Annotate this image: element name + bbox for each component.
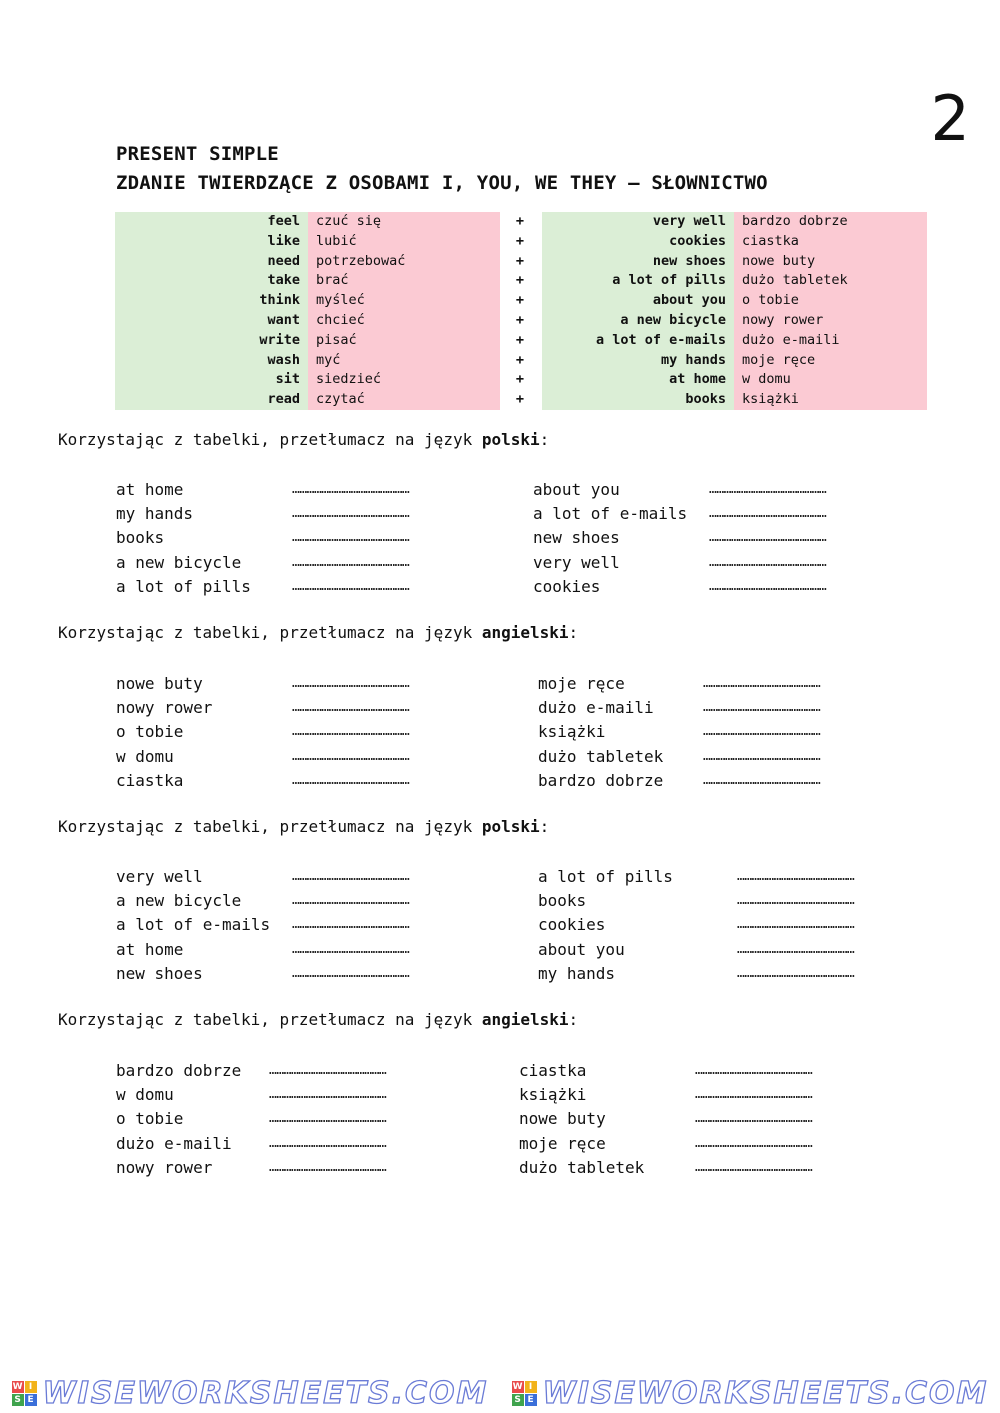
answer-blank[interactable]: ………………………………………… bbox=[292, 578, 410, 594]
exercise-word: moje ręce bbox=[538, 674, 625, 693]
exercise-word: a lot of e-mails bbox=[116, 915, 271, 935]
answer-blank[interactable]: ………………………………………… bbox=[695, 1087, 813, 1103]
exercise-word: o tobie bbox=[116, 1109, 184, 1129]
exercise-item bbox=[116, 696, 410, 720]
phrase-en: new shoes bbox=[542, 252, 734, 272]
brand-logo-tile: E bbox=[25, 1394, 37, 1406]
exercise-word: at home bbox=[116, 480, 184, 499]
exercise-word: moje ręce bbox=[519, 1133, 606, 1153]
answer-blank[interactable]: ………………………………………… bbox=[709, 482, 827, 497]
phrase-en: a lot of pills bbox=[542, 271, 734, 291]
answer-blank[interactable]: ………………………………………… bbox=[292, 506, 410, 522]
phrase-row bbox=[542, 390, 927, 410]
verb-row bbox=[115, 351, 500, 371]
instruction bbox=[58, 430, 549, 449]
exercise-item bbox=[519, 1083, 813, 1107]
verb-pl: czuć się bbox=[308, 212, 500, 232]
answer-blank[interactable]: ………………………………………… bbox=[269, 1087, 387, 1103]
verb-en: wash bbox=[115, 351, 308, 371]
exercise-item bbox=[533, 526, 827, 550]
instruction bbox=[58, 817, 549, 836]
plus-sign: + bbox=[515, 311, 525, 328]
exercise-item bbox=[538, 769, 821, 793]
phrase-row bbox=[542, 370, 927, 390]
answer-blank[interactable]: ………………………………………… bbox=[737, 893, 855, 909]
brand-watermark bbox=[12, 1376, 489, 1411]
answer-blank[interactable]: ………………………………………… bbox=[709, 554, 827, 570]
answer-blank[interactable]: ………………………………………… bbox=[737, 869, 855, 884]
exercise-item bbox=[116, 913, 410, 937]
answer-blank[interactable]: ………………………………………… bbox=[269, 1063, 387, 1078]
exercise-word: bardzo dobrze bbox=[538, 770, 664, 790]
exercise-word: nowy rower bbox=[116, 1157, 213, 1177]
exercise-item bbox=[533, 551, 827, 575]
answer-blank[interactable]: ………………………………………… bbox=[703, 748, 821, 764]
phrase-en: very well bbox=[542, 212, 734, 232]
exercise-right-column bbox=[533, 478, 827, 599]
verb-pl: myśleć bbox=[308, 291, 500, 311]
verb-row bbox=[115, 331, 500, 351]
answer-blank[interactable]: ………………………………………… bbox=[292, 554, 410, 570]
phrase-row bbox=[542, 291, 927, 311]
answer-blank[interactable]: ………………………………………… bbox=[292, 748, 410, 764]
verb-row bbox=[115, 212, 500, 232]
plus-sign: + bbox=[515, 292, 525, 309]
exercise-item bbox=[116, 502, 410, 526]
plus-sign: + bbox=[515, 213, 525, 229]
answer-blank[interactable]: ………………………………………… bbox=[292, 772, 410, 788]
instruction-language: angielski bbox=[481, 623, 569, 642]
verb-en: write bbox=[115, 331, 308, 351]
verb-row bbox=[115, 390, 500, 410]
exercise-item bbox=[116, 1132, 387, 1156]
phrase-pl: książki bbox=[734, 390, 927, 410]
exercise-item bbox=[519, 1156, 813, 1180]
exercise-item bbox=[116, 478, 410, 502]
brand-logo-tile: W bbox=[512, 1381, 523, 1392]
instruction-text: Korzystając z tabelki, przetłumacz na język bbox=[58, 1010, 482, 1029]
exercise-item bbox=[538, 696, 821, 720]
phrases-column bbox=[542, 212, 927, 410]
exercise-word: a lot of pills bbox=[116, 576, 251, 596]
answer-blank[interactable]: ………………………………………… bbox=[292, 676, 410, 691]
answer-blank[interactable]: ………………………………………… bbox=[292, 724, 410, 740]
exercise-left-column bbox=[116, 1059, 387, 1180]
instruction-colon: : bbox=[539, 817, 550, 836]
phrase-row bbox=[542, 212, 927, 232]
verb-row bbox=[115, 370, 500, 390]
exercise-word: dużo tabletek bbox=[519, 1157, 645, 1177]
exercise-right-column bbox=[538, 865, 855, 986]
answer-blank[interactable]: ………………………………………… bbox=[269, 1159, 387, 1175]
exercise-item bbox=[116, 551, 410, 575]
exercise-word: about you bbox=[533, 480, 620, 499]
answer-blank[interactable]: ………………………………………… bbox=[292, 530, 410, 546]
verb-row bbox=[115, 232, 500, 252]
plus-sign: + bbox=[515, 371, 525, 388]
answer-blank[interactable]: ………………………………………… bbox=[292, 482, 410, 497]
brand-logo-tile: I bbox=[525, 1381, 537, 1393]
exercise-word: ciastka bbox=[116, 770, 184, 790]
exercise-item bbox=[116, 769, 410, 793]
instruction-text: Korzystając z tabelki, przetłumacz na język bbox=[58, 817, 482, 836]
exercise-word: książki bbox=[538, 722, 606, 742]
exercise-item bbox=[533, 478, 827, 502]
exercise-word: new shoes bbox=[116, 963, 203, 983]
exercise-item bbox=[116, 720, 410, 744]
exercise-word: a new bicycle bbox=[116, 552, 242, 572]
answer-blank[interactable]: ………………………………………… bbox=[737, 941, 855, 957]
exercise-item bbox=[533, 502, 827, 526]
exercise-item bbox=[116, 1107, 387, 1131]
brand-logo bbox=[12, 1381, 37, 1406]
plus-sign: + bbox=[515, 272, 525, 289]
answer-blank[interactable]: ………………………………………… bbox=[695, 1135, 813, 1151]
plus-sign: + bbox=[515, 232, 525, 249]
exercise-word: w domu bbox=[116, 746, 174, 766]
phrase-row bbox=[542, 252, 927, 272]
instruction-colon: : bbox=[539, 430, 550, 449]
exercise-word: about you bbox=[538, 939, 625, 959]
verb-pl: brać bbox=[308, 271, 500, 291]
verb-pl: myć bbox=[308, 351, 500, 371]
exercise-word: a lot of pills bbox=[538, 867, 673, 886]
exercise-word: dużo e-maili bbox=[538, 698, 654, 718]
verbs-column bbox=[115, 212, 500, 410]
instruction-colon: : bbox=[568, 1010, 579, 1029]
answer-blank[interactable]: ………………………………………… bbox=[737, 917, 855, 933]
verb-en: sit bbox=[115, 370, 308, 390]
exercise-item bbox=[538, 962, 855, 986]
verb-en: think bbox=[115, 291, 308, 311]
verb-pl: chcieć bbox=[308, 311, 500, 331]
verb-pl: pisać bbox=[308, 331, 500, 351]
instruction bbox=[58, 623, 578, 642]
exercise-word: dużo tabletek bbox=[538, 746, 664, 766]
phrase-pl: bardzo dobrze bbox=[734, 212, 927, 232]
exercise-word: very well bbox=[116, 867, 203, 886]
exercise-word: o tobie bbox=[116, 722, 184, 742]
exercise-word: cookies bbox=[533, 576, 601, 596]
instruction-text: Korzystając z tabelki, przetłumacz na język bbox=[58, 623, 482, 642]
verb-en: like bbox=[115, 232, 308, 252]
exercise-item bbox=[116, 889, 410, 913]
exercise-item bbox=[538, 720, 821, 744]
exercise-word: dużo e-maili bbox=[116, 1133, 232, 1153]
exercise-item bbox=[116, 1083, 387, 1107]
verb-en: need bbox=[115, 252, 308, 272]
exercise-word: books bbox=[116, 528, 165, 548]
exercise-word: at home bbox=[116, 939, 184, 959]
answer-blank[interactable]: ………………………………………… bbox=[292, 869, 410, 884]
instruction-text: Korzystając z tabelki, przetłumacz na język bbox=[58, 430, 482, 449]
exercise-right-column bbox=[519, 1059, 813, 1180]
brand-logo-tile: S bbox=[512, 1394, 524, 1406]
phrase-row bbox=[542, 232, 927, 252]
instruction bbox=[58, 1010, 578, 1029]
answer-blank[interactable]: ………………………………………… bbox=[292, 917, 410, 933]
phrase-row bbox=[542, 311, 927, 331]
exercise-word: very well bbox=[533, 552, 620, 572]
exercise-item bbox=[116, 575, 410, 599]
phrase-pl: ciastka bbox=[734, 232, 927, 252]
answer-blank[interactable]: ………………………………………… bbox=[709, 506, 827, 522]
instruction-language: angielski bbox=[481, 1010, 569, 1029]
brand-logo-tile: W bbox=[12, 1381, 23, 1392]
exercise-left-column bbox=[116, 478, 410, 599]
exercise-item bbox=[116, 938, 410, 962]
verb-en: feel bbox=[115, 212, 308, 232]
answer-blank[interactable]: ………………………………………… bbox=[292, 941, 410, 957]
phrase-pl: moje ręce bbox=[734, 351, 927, 371]
phrase-row bbox=[542, 351, 927, 371]
exercise-word: nowe buty bbox=[519, 1109, 606, 1129]
phrase-pl: nowy rower bbox=[734, 311, 927, 331]
brand-logo-tile: S bbox=[12, 1394, 24, 1406]
instruction-language: polski bbox=[481, 817, 540, 836]
plus-sign: + bbox=[515, 331, 525, 348]
exercise-item bbox=[519, 1107, 813, 1131]
exercise-word: książki bbox=[519, 1085, 587, 1105]
answer-blank[interactable]: ………………………………………… bbox=[292, 965, 410, 981]
answer-blank[interactable]: ………………………………………… bbox=[709, 578, 827, 594]
answer-blank[interactable]: ………………………………………… bbox=[703, 772, 821, 788]
instruction-language: polski bbox=[481, 430, 540, 449]
plus-sign: + bbox=[515, 391, 525, 408]
instruction-colon: : bbox=[568, 623, 579, 642]
page-number: 2 bbox=[930, 82, 970, 155]
brand-watermark bbox=[512, 1376, 989, 1411]
exercise-right-column bbox=[538, 672, 821, 793]
verb-row bbox=[115, 311, 500, 331]
verb-pl: siedzieć bbox=[308, 370, 500, 390]
phrase-en: my hands bbox=[542, 351, 734, 371]
verb-en: read bbox=[115, 390, 308, 410]
answer-blank[interactable]: ………………………………………… bbox=[703, 700, 821, 716]
answer-blank[interactable]: ………………………………………… bbox=[737, 965, 855, 981]
exercise-word: ciastka bbox=[519, 1061, 587, 1080]
answer-blank[interactable]: ………………………………………… bbox=[292, 700, 410, 716]
phrase-pl: dużo tabletek bbox=[734, 271, 927, 291]
phrase-pl: dużo e-maili bbox=[734, 331, 927, 351]
page-title: PRESENT SIMPLE bbox=[116, 143, 279, 165]
answer-blank[interactable]: ………………………………………… bbox=[703, 724, 821, 740]
exercise-item bbox=[116, 865, 410, 889]
brand-text: WISEWORKSHEETS.COM bbox=[542, 1375, 989, 1411]
exercise-left-column bbox=[116, 672, 410, 793]
exercise-word: books bbox=[538, 891, 587, 911]
exercise-item bbox=[116, 526, 410, 550]
verb-row bbox=[115, 252, 500, 272]
phrase-en: books bbox=[542, 390, 734, 410]
exercise-word: my hands bbox=[538, 963, 616, 983]
exercise-item bbox=[538, 889, 855, 913]
answer-blank[interactable]: ………………………………………… bbox=[695, 1063, 813, 1078]
phrase-row bbox=[542, 331, 927, 351]
verb-pl: potrzebować bbox=[308, 252, 500, 272]
brand-logo bbox=[512, 1381, 537, 1406]
phrase-en: cookies bbox=[542, 232, 734, 252]
verb-row bbox=[115, 291, 500, 311]
answer-blank[interactable]: ………………………………………… bbox=[269, 1135, 387, 1151]
answer-blank[interactable]: ………………………………………… bbox=[695, 1111, 813, 1127]
answer-blank[interactable]: ………………………………………… bbox=[292, 893, 410, 909]
exercise-word: bardzo dobrze bbox=[116, 1061, 242, 1080]
exercise-item bbox=[519, 1132, 813, 1156]
exercise-word: nowy rower bbox=[116, 698, 213, 718]
exercise-item bbox=[538, 865, 855, 889]
exercise-word: my hands bbox=[116, 504, 194, 524]
exercise-word: a lot of e-mails bbox=[533, 504, 688, 524]
phrase-row bbox=[542, 271, 927, 291]
verb-pl: lubić bbox=[308, 232, 500, 252]
phrase-en: a new bicycle bbox=[542, 311, 734, 331]
exercise-word: a new bicycle bbox=[116, 891, 242, 911]
verb-en: take bbox=[115, 271, 308, 291]
verb-pl: czytać bbox=[308, 390, 500, 410]
exercise-item bbox=[538, 938, 855, 962]
exercise-item bbox=[519, 1059, 813, 1083]
plus-sign: + bbox=[515, 351, 525, 368]
exercise-item bbox=[538, 672, 821, 696]
exercise-item bbox=[538, 913, 855, 937]
exercise-item bbox=[116, 1156, 387, 1180]
brand-logo-tile: E bbox=[525, 1394, 537, 1406]
brand-text: WISEWORKSHEETS.COM bbox=[42, 1375, 489, 1411]
exercise-item bbox=[116, 745, 410, 769]
plus-sign: + bbox=[515, 252, 525, 269]
footer bbox=[0, 1376, 1000, 1410]
exercise-item bbox=[116, 1059, 387, 1083]
exercise-word: w domu bbox=[116, 1085, 174, 1105]
page-subtitle: ZDANIE TWIERDZĄCE Z OSOBAMI I, YOU, WE THEY – SŁOWNICTWO bbox=[116, 172, 768, 194]
exercise-item bbox=[116, 962, 410, 986]
answer-blank[interactable]: ………………………………………… bbox=[709, 530, 827, 546]
exercise-left-column bbox=[116, 865, 410, 986]
exercise-word: new shoes bbox=[533, 528, 620, 548]
verb-row bbox=[115, 271, 500, 291]
phrase-pl: o tobie bbox=[734, 291, 927, 311]
exercise-item bbox=[116, 672, 410, 696]
brand-logo-tile: I bbox=[25, 1381, 37, 1393]
phrase-pl: nowe buty bbox=[734, 252, 927, 272]
phrase-en: at home bbox=[542, 370, 734, 390]
answer-blank[interactable]: ………………………………………… bbox=[703, 676, 821, 691]
exercise-item bbox=[538, 745, 821, 769]
phrase-pl: w domu bbox=[734, 370, 927, 390]
exercise-word: cookies bbox=[538, 915, 606, 935]
plus-column bbox=[512, 212, 528, 410]
verb-en: want bbox=[115, 311, 308, 331]
phrase-en: a lot of e-mails bbox=[542, 331, 734, 351]
exercise-word: nowe buty bbox=[116, 674, 203, 693]
phrase-en: about you bbox=[542, 291, 734, 311]
answer-blank[interactable]: ………………………………………… bbox=[695, 1159, 813, 1175]
exercise-item bbox=[533, 575, 827, 599]
answer-blank[interactable]: ………………………………………… bbox=[269, 1111, 387, 1127]
